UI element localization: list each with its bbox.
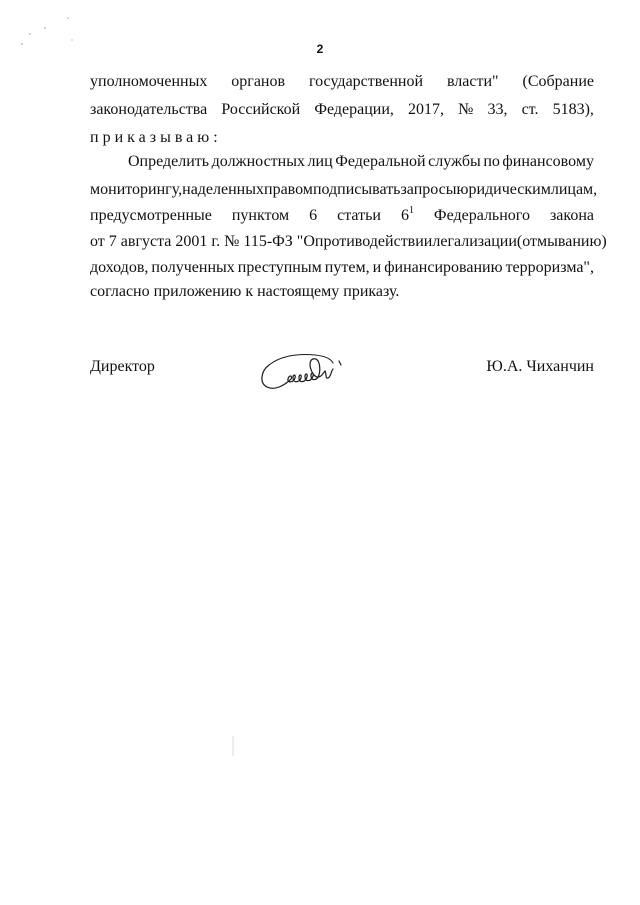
superscript: 1	[408, 205, 414, 216]
word: предусмотренные	[90, 207, 212, 224]
word: ст.	[521, 101, 539, 118]
body-line	[128, 152, 594, 172]
page-number: 2	[316, 42, 324, 56]
body-line	[90, 232, 607, 252]
word: 2017,	[407, 101, 444, 118]
word: юридическим	[456, 181, 551, 198]
word: должностных	[211, 153, 305, 170]
word: Федерации,	[314, 101, 394, 118]
word: (отмыванию)	[516, 233, 607, 250]
signature-image	[255, 345, 360, 393]
body-line	[90, 100, 594, 120]
word: лиц	[307, 153, 333, 170]
word: 33,	[487, 101, 508, 118]
word: легализации	[432, 233, 517, 250]
word: пунктом	[231, 207, 290, 224]
word: №	[458, 101, 474, 118]
word: власти"	[446, 73, 499, 90]
word: терроризма",	[505, 259, 594, 276]
word: запросы	[400, 181, 457, 198]
word: лицам,	[550, 181, 598, 198]
word: преступным	[237, 259, 322, 276]
word: и	[372, 259, 382, 276]
word: статьи	[337, 207, 381, 224]
word: противодействии	[314, 233, 433, 250]
word: наделенных	[182, 181, 264, 198]
word: доходов,	[90, 259, 149, 276]
order-word: приказываю:	[90, 129, 222, 146]
word: службы	[428, 153, 481, 170]
word: Определить	[128, 153, 210, 170]
word: государственной	[308, 73, 424, 90]
word: по	[483, 153, 500, 170]
word: от 7 августа 2001 г. № 115-ФЗ "О	[90, 233, 315, 250]
word: финансовому	[502, 153, 594, 170]
word: Российской	[221, 101, 301, 118]
word: уполномоченных	[90, 73, 208, 90]
body-line	[90, 206, 594, 226]
body-line	[90, 72, 594, 92]
word: (Собрание	[522, 73, 594, 90]
scan-artifact	[232, 736, 234, 756]
article-number: $6^1$	[400, 205, 414, 224]
position-title: Директор	[90, 358, 155, 375]
word: полученных	[151, 259, 235, 276]
word: Федерального	[433, 207, 530, 224]
word: законодательства	[90, 101, 208, 118]
word: путем,	[324, 259, 370, 276]
body-line: согласно приложению к настоящему приказу.	[90, 283, 400, 300]
body-line	[90, 258, 594, 278]
word: 6	[309, 207, 318, 224]
word: подписывать	[312, 181, 401, 198]
signer-name: Ю.А. Чиханчин	[486, 358, 594, 375]
word: Федеральной	[335, 153, 426, 170]
word: правом	[264, 181, 313, 198]
body-line	[90, 180, 598, 200]
word: органов	[231, 73, 286, 90]
word: мониторингу,	[90, 181, 183, 198]
word: финансированию	[384, 259, 503, 276]
word: 5183),	[552, 101, 594, 118]
word: закона	[549, 207, 594, 224]
